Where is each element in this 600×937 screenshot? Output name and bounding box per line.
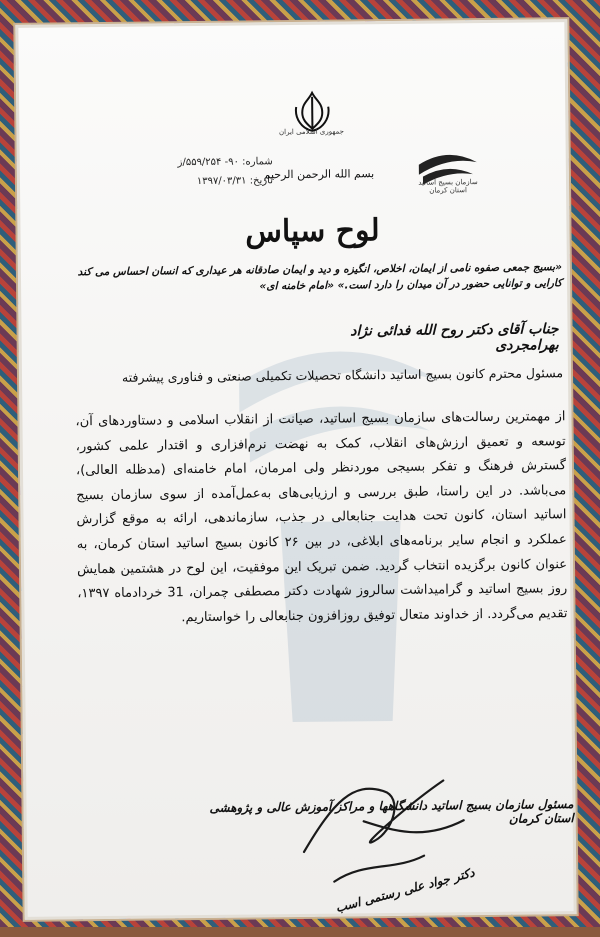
leader-quote: «بسیج جمعی صفوه نامی از ایمان، اخلاص، انگیزه و دید و ایمان صادقانه هر عیداری که انسان احساس می کند کارایی و توانایی حضور در آن میدان را دارد است.» «امام خامنه ای»: [77, 261, 563, 293]
document-number: شماره: ۹۰- ۵۵۹/۲۵۴/ز: [177, 156, 273, 169]
logo-caption: سازمان بسیج اساتید استان کرمان: [418, 178, 478, 195]
certificate-paper: [15, 19, 576, 920]
certificate-body: از مهمترین رسالت‌های سازمان بسیج اساتید، صیانت از انقلاب اسلامی و دستاوردهای آن، توسعه و تعمیق ارزش‌های انقلاب، کمک به نهضت نرم‌افزاری و اقتدار علمی کشور، گسترش فرهنگ و تفکر بسیجی موردنظر ولی امرمان، امام خامنه‌ای (مدظله العالی)، می‌باشد. در این راستا، طبق بررسی و ارزیابی‌های به‌عمل‌آمده از سوی سازمان بسیج اساتید استان، کانون تحت هدایت جنابعالی در جذب، سازماندهی، ارائه به موقع گزارش عملکرد و انجام سایر برنامه‌های ابلاغی، در بین ۲۶ کانون بسیج اساتید استان کرمان، به عنوان کانون برگزیده انتخاب گردید. ضمن تبریک این موفقیت، این لوح در هشتمین همایش روز بسیج اساتید و گرامیداشت سالروز شهادت دکتر مصطفی چمران، 31 خردادماه ۱۳۹۷، تقدیم می‌گردد. از خداوند متعال توفیق روزافزون جنابعالی را خواستاریم.: [75, 409, 568, 625]
signatory-name: دکتر جواد علی رستمی اسب: [334, 865, 476, 915]
certificate-title: لوح سپاس: [245, 213, 380, 250]
document-date: تاریخ: ۱۳۹۷/۰۳/۳۱: [196, 175, 274, 188]
addressee-position: مسئول محترم کانون بسیج اساتید دانشگاه تحصیلات تکمیلی صنعتی و فناوری پیشرفته: [121, 365, 564, 385]
bismillah: بسم الله الرحمن الرحیم: [263, 167, 375, 182]
emblem-caption: جمهوری اسلامی ایران: [278, 127, 344, 137]
addressee: جناب آقای دکتر روح الله فدائی نژاد بهرامجردی: [350, 321, 559, 354]
signatory-title: مسئول سازمان بسیج اساتید دانشگاهها و مراکز آموزش عالی و پژوهشی استان کرمان: [209, 797, 574, 826]
